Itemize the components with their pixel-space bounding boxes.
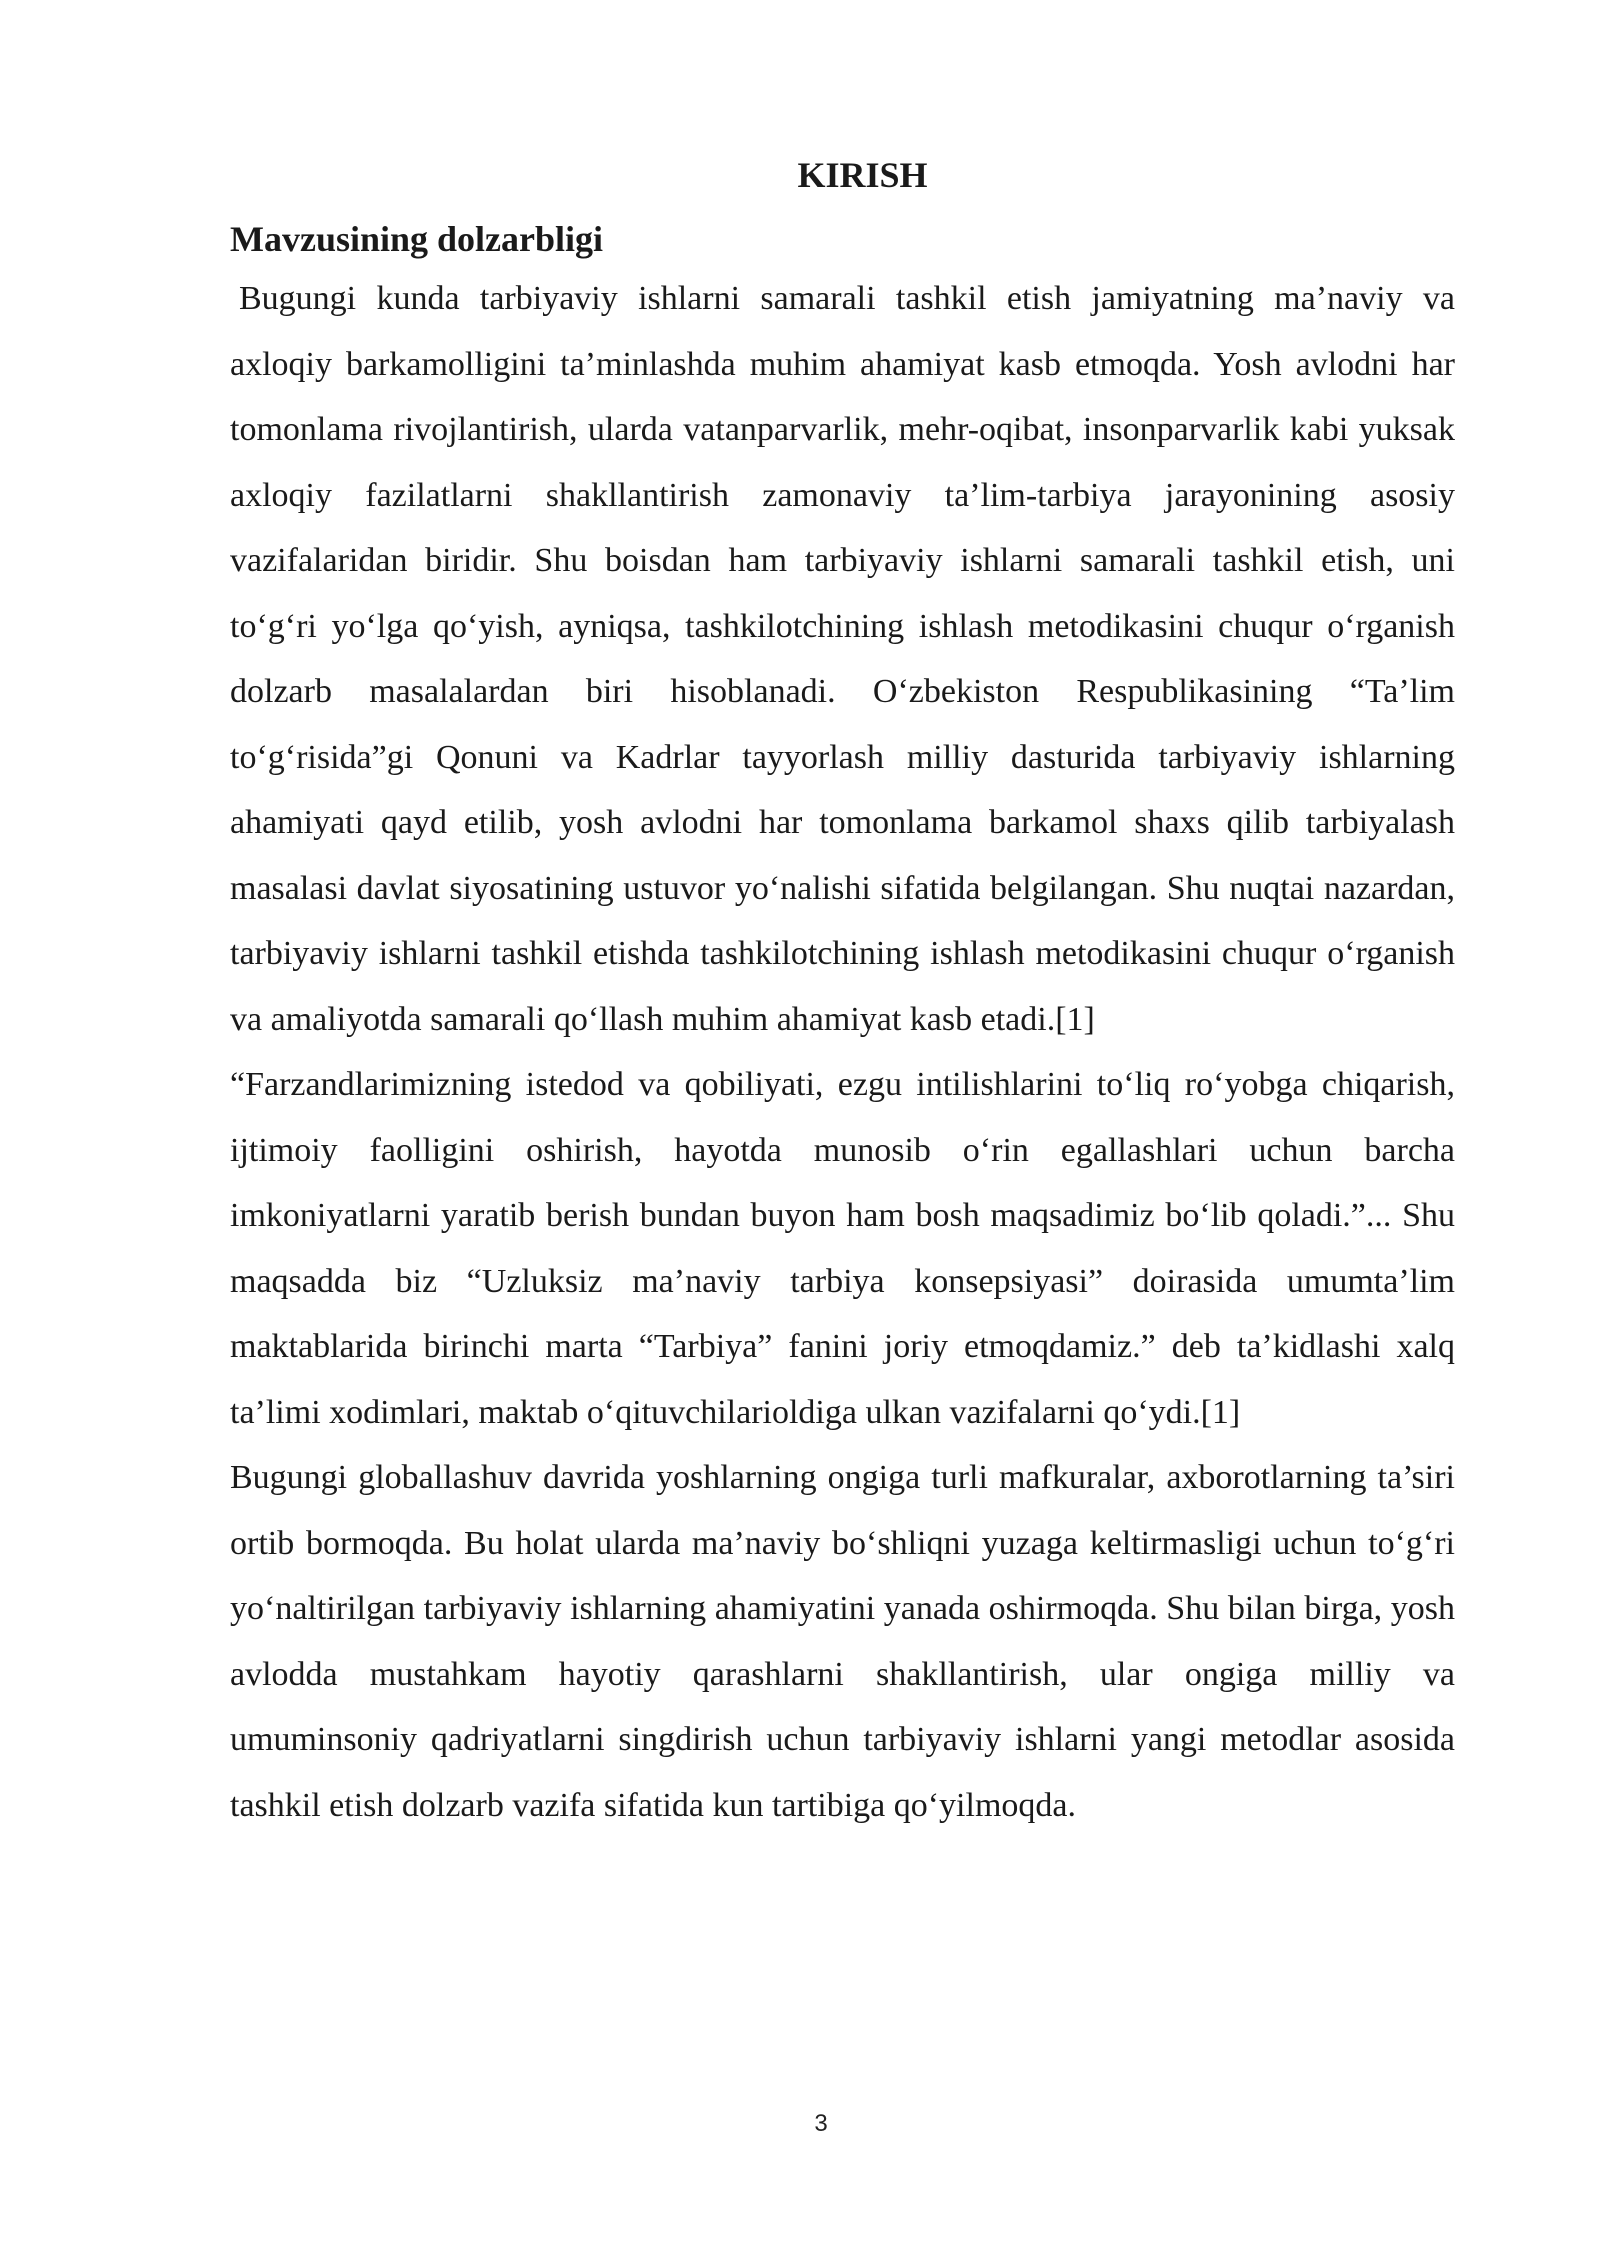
page-number: 3 [814,2110,828,2137]
paragraph-2: “Farzandlarimizning istedod va qobiliyati, ezgu intilishlarini to‘liq ro‘yobga chiqarish, ijtimoiy faolligini oshirish, hayotda munosib o‘rin egallashlari uchun barcha imkoniyatlarni yaratib berish bundan buyon ham bosh maqsadimiz bo‘lib qoladi.”... Shu maqsadda biz “Uzluksiz ma’naviy tarbiya konsepsiyasi” doirasida umumta’lim maktablarida birinchi marta “Tarbiya” fanini joriy etmoqdamiz.” deb ta’kidlashi xalq ta’limi xodimlari, maktab o‘qituvchilarioldiga ulkan vazifalarni qo‘ydi.[1] [230,1066,1455,1431]
paragraph-1: Bugungi kunda tarbiyaviy ishlarni samarali tashkil etish jamiyatning ma’naviy va axloqiy barkamolligini ta’minlashda muhim ahamiyat kasb etmoqda. Yosh avlodni har tomonlama rivojlantirish, ularda vatanparvarlik, mehr-oqibat, insonparvarlik kabi yuksak axloqiy fazilatlarni shakllantirish zamonaviy ta’lim-tarbiya jarayonining asosiy vazifalaridan biridir. Shu boisdan ham tarbiyaviy ishlarni samarali tashkil etish, uni to‘g‘ri yo‘lga qo‘yish, ayniqsa, tashkilotchining ishlash metodikasini chuqur o‘rganish dolzarb masalalardan biri hisoblanadi. O‘zbekiston Respublikasining “Ta’lim to‘g‘risida”gi Qonuni va Kadrlar tayyorlash milliy dasturida tarbiyaviy ishlarning ahamiyati qayd etilib, yosh avlodni har tomonlama barkamol shaxs qilib tarbiyalash masalasi davlat siyosatining ustuvor yo‘nalishi sifatida belgilangan. Shu nuqtai nazardan, tarbiyaviy ishlarni tashkil etishda tashkilotchining ishlash metodikasini chuqur o‘rganish va amaliyotda samarali qo‘llash muhim ahamiyat kasb etadi.[1] [230,280,1455,1038]
paragraph-3: Bugungi globallashuv davrida yoshlarning ongiga turli mafkuralar, axborotlarning ta’siri ortib bormoqda. Bu holat ularda ma’naviy bo‘shliqni yuzaga keltirmasligi uchun to‘g‘ri yo‘naltirilgan tarbiyaviy ishlarning ahamiyatini yanada oshirmoqda. Shu bilan birga, yosh avlodda mustahkam hayotiy qarashlarni shakllantirish, ular ongiga milliy va umuminsoniy qadriyatlarni singdirish uchun tarbiyaviy ishlarni yangi metodlar asosida tashkil etish dolzarb vazifa sifatida kun tartibiga qo‘yilmoqda. [230,1459,1455,1824]
section-heading: KIRISH [797,155,928,195]
page-content [230,148,1455,1838]
section-subheading: Mavzusining dolzarbligi [230,219,604,259]
